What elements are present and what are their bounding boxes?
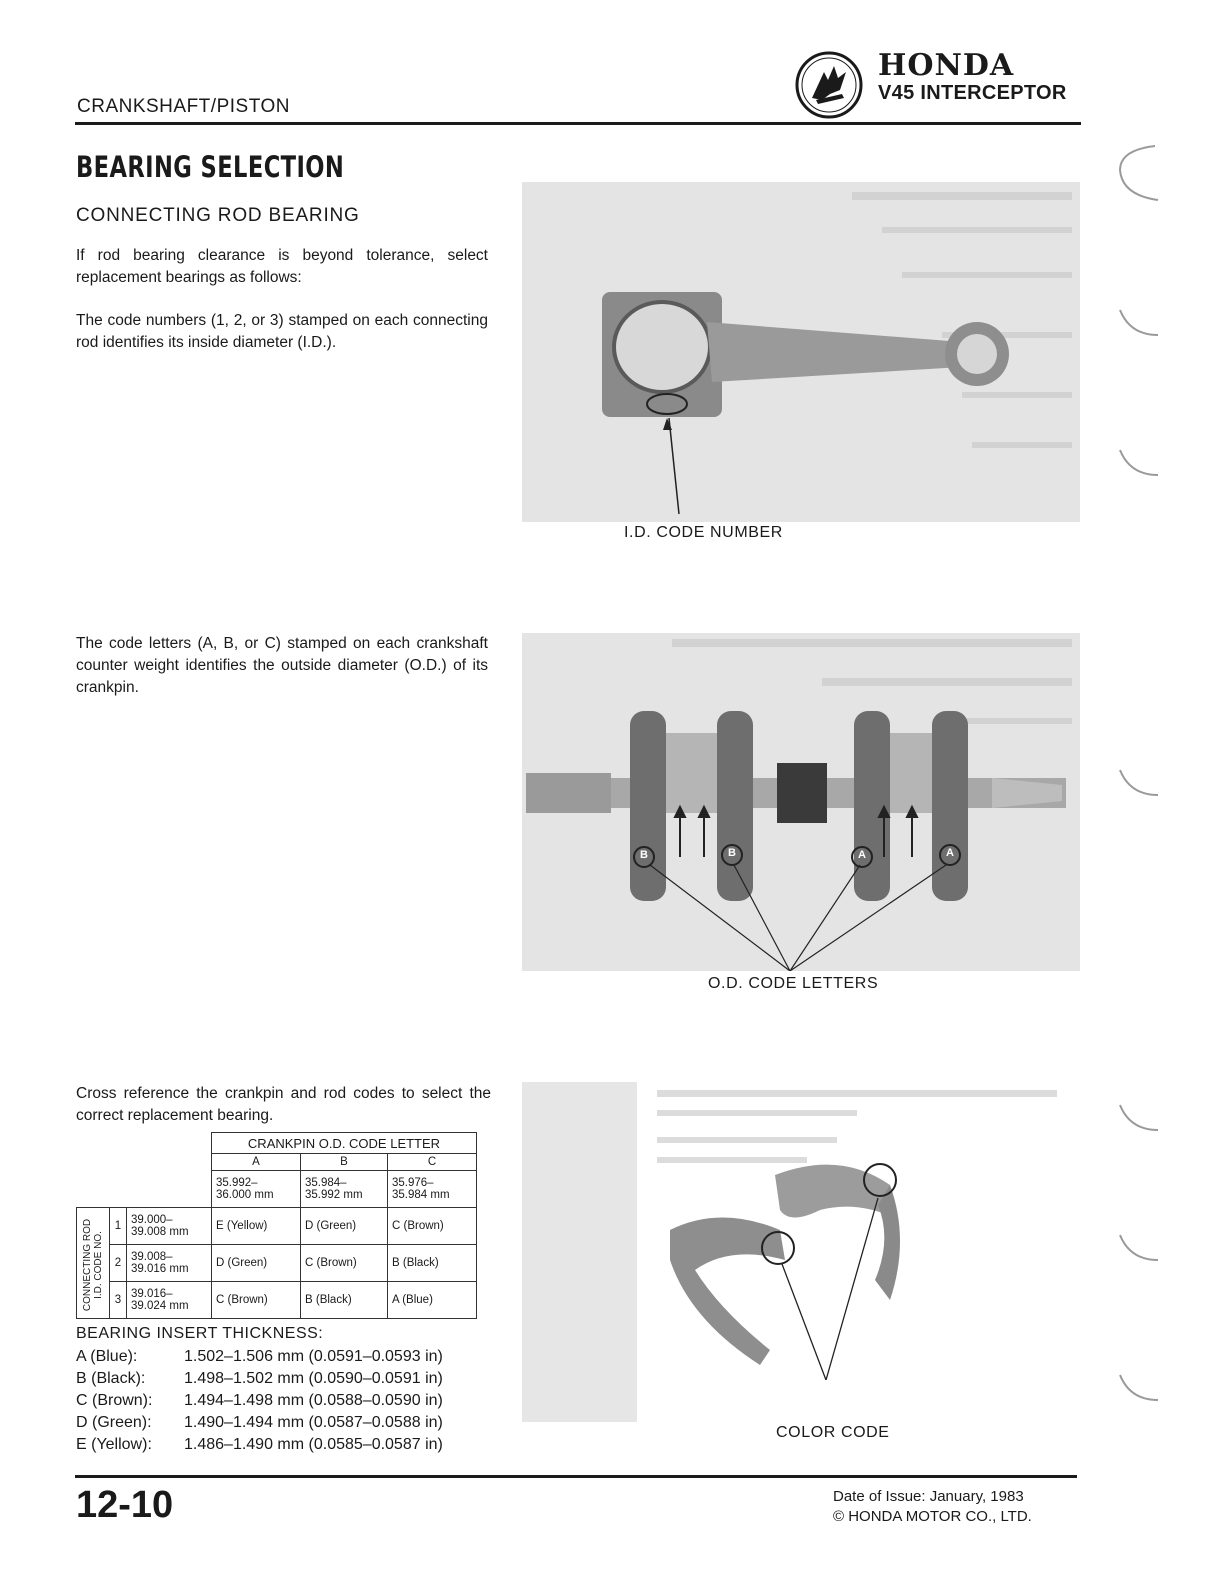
thickness-title: BEARING INSERT THICKNESS:	[76, 1325, 324, 1342]
header-rule	[75, 122, 1081, 125]
table-cell: C (Brown)	[212, 1282, 301, 1319]
bearing-selection-table	[76, 1132, 477, 1319]
section-subtitle: CONNECTING ROD BEARING	[76, 205, 360, 226]
row-code: 2	[110, 1245, 127, 1282]
row-range: 39.000– 39.008 mm	[127, 1208, 212, 1245]
row-range: 39.016– 39.024 mm	[127, 1282, 212, 1319]
table-cell: E (Yellow)	[212, 1208, 301, 1245]
copyright: © HONDA MOTOR CO., LTD.	[833, 1508, 1032, 1525]
footer-rule	[75, 1475, 1077, 1478]
row-header: CONNECTING ROD I.D. CODE NO.	[77, 1208, 110, 1319]
column-range: 35.992– 36.000 mm	[212, 1171, 301, 1208]
crankpin-code-paragraph: The code letters (A, B, or C) stamped on each crankshaft counter weight identifies the outside diameter (O.D.) of its crankpin.	[76, 635, 488, 696]
binder-edge-marks	[1110, 140, 1170, 1560]
cross-reference-paragraph: Cross reference the crankpin and rod codes to select the correct replacement bearing.	[76, 1085, 491, 1124]
thickness-row: D (Green): 1.490–1.494 mm (0.0587–0.0588 in)	[76, 1414, 443, 1431]
thickness-row: B (Black): 1.498–1.502 mm (0.0590–0.0591 in)	[76, 1370, 443, 1387]
table-cell: B (Black)	[388, 1245, 477, 1282]
crankshaft-photo	[522, 633, 1080, 971]
table-cell: D (Green)	[212, 1245, 301, 1282]
honda-wing-logo-icon	[794, 50, 864, 120]
rod-code-paragraph: The code numbers (1, 2, or 3) stamped on each connecting rod identifies its inside diameter (I.D.).	[76, 312, 488, 351]
crank-code-letter: A	[946, 847, 954, 859]
table-cell: A (Blue)	[388, 1282, 477, 1319]
crank-code-letter: B	[640, 849, 648, 861]
column-letter: A	[212, 1154, 301, 1171]
table-cell: C (Brown)	[301, 1245, 388, 1282]
row-code: 1	[110, 1208, 127, 1245]
table-cell: D (Green)	[301, 1208, 388, 1245]
color-code-caption: COLOR CODE	[776, 1424, 890, 1441]
od-code-caption: O.D. CODE LETTERS	[708, 975, 879, 992]
connecting-rod-photo	[522, 182, 1080, 522]
column-letter: C	[388, 1154, 477, 1171]
page-number: 12-10	[76, 1484, 174, 1526]
brand-name: HONDA	[878, 48, 1015, 83]
row-range: 39.008– 39.016 mm	[127, 1245, 212, 1282]
thickness-row: C (Brown): 1.494–1.498 mm (0.0588–0.0590 in)	[76, 1392, 443, 1409]
table-cell: B (Black)	[301, 1282, 388, 1319]
column-range: 35.976– 35.984 mm	[388, 1171, 477, 1208]
table-cell: C (Brown)	[388, 1208, 477, 1245]
thickness-row: A (Blue): 1.502–1.506 mm (0.0591–0.0593 in)	[76, 1348, 443, 1365]
table-header: CRANKPIN O.D. CODE LETTER	[212, 1133, 477, 1154]
model-name: V45 INTERCEPTOR	[878, 82, 1067, 104]
section-header: CRANKSHAFT/PISTON	[77, 96, 290, 117]
page-title: BEARING SELECTION	[76, 150, 345, 184]
crank-code-letter: A	[858, 849, 866, 861]
intro-paragraph: If rod bearing clearance is beyond tolerance, select replacement bearings as follows:	[76, 247, 488, 286]
id-code-caption: I.D. CODE NUMBER	[624, 524, 783, 541]
bearing-shells-photo	[660, 1150, 910, 1380]
bearing-photo-bg	[522, 1082, 637, 1422]
row-code: 3	[110, 1282, 127, 1319]
thickness-row: E (Yellow): 1.486–1.490 mm (0.0585–0.0587 in)	[76, 1436, 443, 1453]
column-letter: B	[301, 1154, 388, 1171]
crank-code-letter: B	[728, 847, 736, 859]
issue-date: Date of Issue: January, 1983	[833, 1488, 1024, 1505]
column-range: 35.984– 35.992 mm	[301, 1171, 388, 1208]
